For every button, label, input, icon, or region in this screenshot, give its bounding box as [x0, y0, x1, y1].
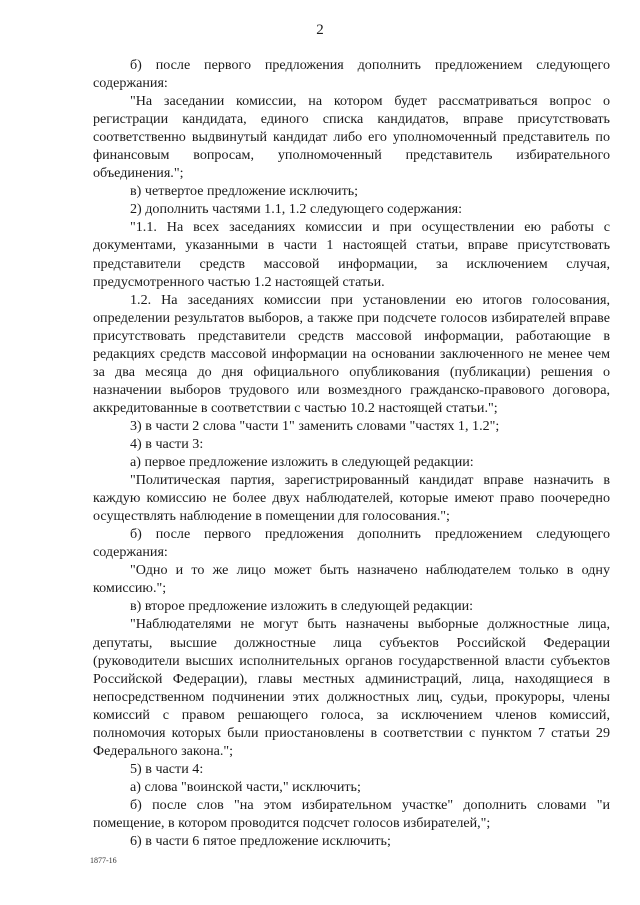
paragraph: "На заседании комиссии, на котором будет рассматриваться вопрос о регистрации кандидата, единого списка кандидатов, вправе присутствовать соответственно выдвинутый кандидат либо его уполномоченный представитель по финансовым вопросам, уполномоченный представитель избирательного объединения.";: [93, 93, 610, 182]
paragraph: 3) в части 2 слова "части 1" заменить словами "частях 1, 1.2";: [130, 417, 500, 434]
paragraph: 5) в части 4:: [130, 760, 204, 777]
paragraph: "Наблюдателями не могут быть назначены выборные должностные лица, депутаты, высшие должностные лица субъектов Российской Федерации (руководители высших исполнительных органов государственной власти субъектов Российской Федерации), главы местных администраций, лица, находящиеся в непосредственном подчинении этих должностных лиц, судьи, прокуроры, члены комиссий с правом решающего голоса, за исключением членов комиссий, полномочия которых были приостановлены в соответствии с пунктом 7 статьи 29 Федерального закона.";: [93, 616, 610, 759]
document-body: [93, 56, 610, 850]
paragraph: б) после первого предложения дополнить предложением следующего содержания:: [93, 57, 610, 92]
paragraph: "Одно и то же лицо может быть назначено наблюдателем только в одну комиссию.";: [93, 562, 610, 597]
paragraph: "Политическая партия, зарегистрированный кандидат вправе назначить в каждую комиссию не более двух наблюдателей, которые имеют право поочередно осуществлять наблюдение в помещении для голосования.";: [93, 472, 610, 525]
paragraph: б) после первого предложения дополнить предложением следующего содержания:: [93, 526, 610, 561]
paragraph: а) первое предложение изложить в следующей редакции:: [130, 454, 474, 471]
paragraph: 1.2. На заседаниях комиссии при установлении ею итогов голосования, определении результатов выборов, а также при подсчете голосов избирателей вправе присутствовать представители средств массовой информации, работающие в редакциях средств массовой информации на основании заключенного не менее чем за два месяца до дня официального опубликования (публикации) решения о назначении выборов трудового или возмездного гражданско-правового договора, аккредитованные в соответствии с частью 10.2 настоящей статьи.";: [93, 291, 610, 416]
document-code: 1877-16: [90, 856, 117, 865]
paragraph: 2) дополнить частями 1.1, 1.2 следующего содержания:: [130, 201, 463, 218]
paragraph: 4) в части 3:: [130, 435, 204, 452]
paragraph: 6) в части 6 пятое предложение исключить;: [130, 833, 391, 850]
paragraph: в) второе предложение изложить в следующей редакции:: [130, 598, 474, 615]
paragraph: в) четвертое предложение исключить;: [130, 183, 359, 200]
paragraph: "1.1. На всех заседаниях комиссии и при осуществлении ею работы с документами, указанными в части 1 настоящей статьи, вправе присутствовать представители средств массовой информации, за исключением случая, предусмотренного частью 1.2 настоящей статьи.: [93, 219, 610, 290]
paragraph: б) после слов "на этом избирательном участке" дополнить словами "и помещение, в котором проводится подсчет голосов избирателей,";: [93, 796, 610, 831]
page-number: 2: [316, 22, 324, 38]
paragraph: а) слова "воинской части," исключить;: [130, 778, 361, 795]
